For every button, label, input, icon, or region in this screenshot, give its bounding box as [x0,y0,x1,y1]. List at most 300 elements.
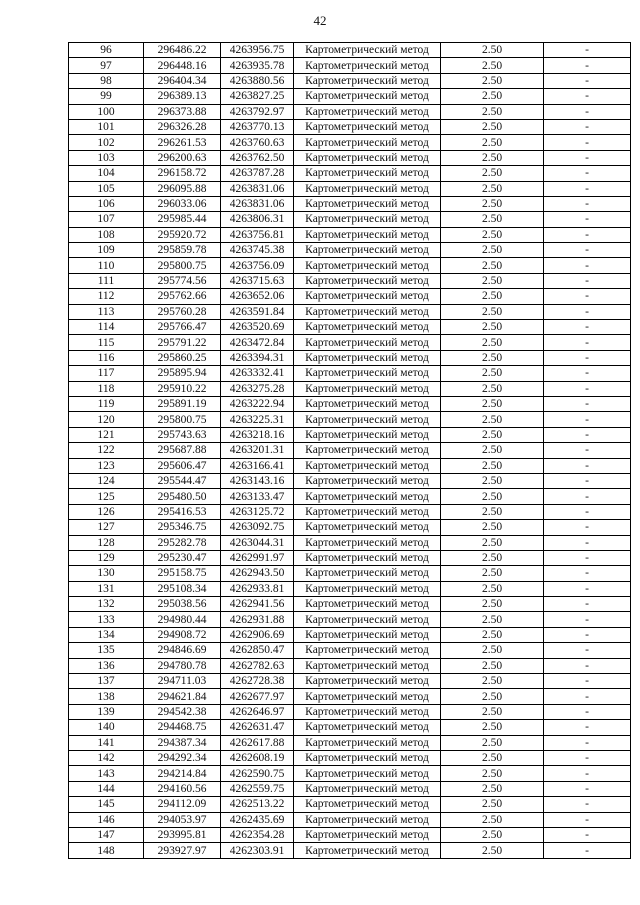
table-row [69,627,631,642]
accuracy-cell: 2.50 [441,658,544,673]
x-coordinate-cell: 296326.28 [144,119,221,134]
y-coordinate-cell: 4263956.75 [221,43,294,58]
method-cell: Картометрический метод [294,166,441,181]
y-coordinate-cell: 4263806.31 [221,212,294,227]
x-coordinate-cell: 295743.63 [144,427,221,442]
point-number-cell: 133 [69,612,144,627]
accuracy-cell: 2.50 [441,843,544,858]
point-number-cell: 114 [69,320,144,335]
x-coordinate-cell: 295859.78 [144,243,221,258]
method-cell: Картометрический метод [294,704,441,719]
description-cell: - [544,612,631,627]
y-coordinate-cell: 4263201.31 [221,443,294,458]
accuracy-cell: 2.50 [441,797,544,812]
description-cell: - [544,227,631,242]
x-coordinate-cell: 296404.34 [144,73,221,88]
x-coordinate-cell: 294980.44 [144,612,221,627]
x-coordinate-cell: 295920.72 [144,227,221,242]
x-coordinate-cell: 294387.34 [144,735,221,750]
description-cell: - [544,566,631,581]
description-cell: - [544,812,631,827]
point-number-cell: 134 [69,627,144,642]
description-cell: - [544,443,631,458]
x-coordinate-cell: 295774.56 [144,273,221,288]
table-row [69,674,631,689]
table-row [69,781,631,796]
accuracy-cell: 2.50 [441,212,544,227]
y-coordinate-cell: 4263756.09 [221,258,294,273]
y-coordinate-cell: 4262991.97 [221,550,294,565]
table-row [69,243,631,258]
point-number-cell: 146 [69,812,144,827]
accuracy-cell: 2.50 [441,766,544,781]
y-coordinate-cell: 4262677.97 [221,689,294,704]
description-cell: - [544,43,631,58]
y-coordinate-cell: 4263787.28 [221,166,294,181]
table-row [69,535,631,550]
method-cell: Картометрический метод [294,504,441,519]
y-coordinate-cell: 4262850.47 [221,643,294,658]
accuracy-cell: 2.50 [441,427,544,442]
point-number-cell: 139 [69,704,144,719]
method-cell: Картометрический метод [294,73,441,88]
accuracy-cell: 2.50 [441,627,544,642]
y-coordinate-cell: 4263133.47 [221,489,294,504]
y-coordinate-cell: 4263332.41 [221,366,294,381]
accuracy-cell: 2.50 [441,289,544,304]
x-coordinate-cell: 293927.97 [144,843,221,858]
method-cell: Картометрический метод [294,366,441,381]
y-coordinate-cell: 4262303.91 [221,843,294,858]
method-cell: Картометрический метод [294,689,441,704]
y-coordinate-cell: 4262631.47 [221,720,294,735]
method-cell: Картометрический метод [294,150,441,165]
description-cell: - [544,781,631,796]
description-cell: - [544,843,631,858]
method-cell: Картометрический метод [294,381,441,396]
x-coordinate-cell: 296448.16 [144,58,221,73]
method-cell: Картометрический метод [294,258,441,273]
page-number: 42 [313,13,327,28]
accuracy-cell: 2.50 [441,535,544,550]
accuracy-cell: 2.50 [441,196,544,211]
description-cell: - [544,581,631,596]
method-cell: Картометрический метод [294,550,441,565]
point-number-cell: 111 [69,273,144,288]
description-cell: - [544,797,631,812]
method-cell: Картометрический метод [294,843,441,858]
table-row [69,43,631,58]
point-number-cell: 108 [69,227,144,242]
table-row [69,89,631,104]
method-cell: Картометрический метод [294,196,441,211]
table-row [69,150,631,165]
method-cell: Картометрический метод [294,658,441,673]
table-row [69,304,631,319]
method-cell: Картометрический метод [294,458,441,473]
accuracy-cell: 2.50 [441,43,544,58]
description-cell: - [544,396,631,411]
y-coordinate-cell: 4263044.31 [221,535,294,550]
method-cell: Картометрический метод [294,58,441,73]
point-number-cell: 129 [69,550,144,565]
y-coordinate-cell: 4263715.63 [221,273,294,288]
table-row [69,812,631,827]
accuracy-cell: 2.50 [441,473,544,488]
table-row [69,489,631,504]
x-coordinate-cell: 295158.75 [144,566,221,581]
accuracy-cell: 2.50 [441,335,544,350]
accuracy-cell: 2.50 [441,704,544,719]
method-cell: Картометрический метод [294,750,441,765]
accuracy-cell: 2.50 [441,504,544,519]
description-cell: - [544,181,631,196]
table-row [69,720,631,735]
y-coordinate-cell: 4263831.06 [221,196,294,211]
y-coordinate-cell: 4262608.19 [221,750,294,765]
accuracy-cell: 2.50 [441,520,544,535]
x-coordinate-cell: 294214.84 [144,766,221,781]
point-number-cell: 138 [69,689,144,704]
y-coordinate-cell: 4263770.13 [221,119,294,134]
table-row [69,581,631,596]
accuracy-cell: 2.50 [441,581,544,596]
x-coordinate-cell: 295985.44 [144,212,221,227]
point-number-cell: 141 [69,735,144,750]
method-cell: Картометрический метод [294,643,441,658]
x-coordinate-cell: 296261.53 [144,135,221,150]
description-cell: - [544,412,631,427]
y-coordinate-cell: 4263092.75 [221,520,294,535]
point-number-cell: 119 [69,396,144,411]
accuracy-cell: 2.50 [441,304,544,319]
accuracy-cell: 2.50 [441,350,544,365]
point-number-cell: 107 [69,212,144,227]
y-coordinate-cell: 4262728.38 [221,674,294,689]
method-cell: Картометрический метод [294,243,441,258]
point-number-cell: 142 [69,750,144,765]
point-number-cell: 99 [69,89,144,104]
method-cell: Картометрический метод [294,535,441,550]
description-cell: - [544,212,631,227]
table-row [69,550,631,565]
x-coordinate-cell: 295791.22 [144,335,221,350]
y-coordinate-cell: 4263218.16 [221,427,294,442]
y-coordinate-cell: 4262933.81 [221,581,294,596]
point-number-cell: 124 [69,473,144,488]
method-cell: Картометрический метод [294,181,441,196]
y-coordinate-cell: 4263222.94 [221,396,294,411]
table-row [69,166,631,181]
description-cell: - [544,273,631,288]
description-cell: - [544,766,631,781]
description-cell: - [544,658,631,673]
accuracy-cell: 2.50 [441,566,544,581]
y-coordinate-cell: 4262931.88 [221,612,294,627]
accuracy-cell: 2.50 [441,489,544,504]
table-row [69,566,631,581]
description-cell: - [544,150,631,165]
method-cell: Картометрический метод [294,320,441,335]
table-row [69,273,631,288]
y-coordinate-cell: 4263166.41 [221,458,294,473]
method-cell: Картометрический метод [294,566,441,581]
point-number-cell: 123 [69,458,144,473]
x-coordinate-cell: 296158.72 [144,166,221,181]
point-number-cell: 147 [69,827,144,842]
x-coordinate-cell: 294846.69 [144,643,221,658]
y-coordinate-cell: 4263827.25 [221,89,294,104]
description-cell: - [544,289,631,304]
table-row [69,258,631,273]
x-coordinate-cell: 295800.75 [144,258,221,273]
accuracy-cell: 2.50 [441,166,544,181]
point-number-cell: 118 [69,381,144,396]
description-cell: - [544,166,631,181]
point-number-cell: 120 [69,412,144,427]
accuracy-cell: 2.50 [441,181,544,196]
x-coordinate-cell: 296486.22 [144,43,221,58]
point-number-cell: 101 [69,119,144,134]
description-cell: - [544,689,631,704]
accuracy-cell: 2.50 [441,381,544,396]
description-cell: - [544,473,631,488]
point-number-cell: 116 [69,350,144,365]
y-coordinate-cell: 4263762.50 [221,150,294,165]
accuracy-cell: 2.50 [441,750,544,765]
point-number-cell: 135 [69,643,144,658]
table-row [69,827,631,842]
table-row [69,104,631,119]
method-cell: Картометрический метод [294,781,441,796]
y-coordinate-cell: 4263225.31 [221,412,294,427]
y-coordinate-cell: 4263394.31 [221,350,294,365]
x-coordinate-cell: 296200.63 [144,150,221,165]
table-row [69,658,631,673]
point-number-cell: 136 [69,658,144,673]
y-coordinate-cell: 4263880.56 [221,73,294,88]
accuracy-cell: 2.50 [441,258,544,273]
method-cell: Картометрический метод [294,427,441,442]
point-number-cell: 105 [69,181,144,196]
y-coordinate-cell: 4263591.84 [221,304,294,319]
method-cell: Картометрический метод [294,104,441,119]
accuracy-cell: 2.50 [441,735,544,750]
description-cell: - [544,304,631,319]
accuracy-cell: 2.50 [441,458,544,473]
y-coordinate-cell: 4263143.16 [221,473,294,488]
description-cell: - [544,643,631,658]
point-number-cell: 117 [69,366,144,381]
accuracy-cell: 2.50 [441,674,544,689]
x-coordinate-cell: 295910.22 [144,381,221,396]
x-coordinate-cell: 295762.66 [144,289,221,304]
table-row [69,735,631,750]
point-number-cell: 144 [69,781,144,796]
method-cell: Картометрический метод [294,489,441,504]
point-number-cell: 130 [69,566,144,581]
table-row [69,689,631,704]
y-coordinate-cell: 4262617.88 [221,735,294,750]
y-coordinate-cell: 4263125.72 [221,504,294,519]
description-cell: - [544,119,631,134]
point-number-cell: 104 [69,166,144,181]
point-number-cell: 128 [69,535,144,550]
accuracy-cell: 2.50 [441,273,544,288]
x-coordinate-cell: 295860.25 [144,350,221,365]
point-number-cell: 132 [69,597,144,612]
description-cell: - [544,335,631,350]
y-coordinate-cell: 4262943.50 [221,566,294,581]
point-number-cell: 143 [69,766,144,781]
point-number-cell: 145 [69,797,144,812]
description-cell: - [544,720,631,735]
accuracy-cell: 2.50 [441,89,544,104]
table-row [69,396,631,411]
table-row [69,227,631,242]
x-coordinate-cell: 294780.78 [144,658,221,673]
description-cell: - [544,735,631,750]
table-row [69,412,631,427]
description-cell: - [544,258,631,273]
y-coordinate-cell: 4262559.75 [221,781,294,796]
point-number-cell: 100 [69,104,144,119]
x-coordinate-cell: 295895.94 [144,366,221,381]
table-row [69,704,631,719]
accuracy-cell: 2.50 [441,119,544,134]
x-coordinate-cell: 295480.50 [144,489,221,504]
method-cell: Картометрический метод [294,797,441,812]
point-number-cell: 115 [69,335,144,350]
description-cell: - [544,104,631,119]
method-cell: Картометрический метод [294,304,441,319]
accuracy-cell: 2.50 [441,135,544,150]
point-number-cell: 109 [69,243,144,258]
x-coordinate-cell: 295891.19 [144,396,221,411]
point-number-cell: 121 [69,427,144,442]
table-row [69,443,631,458]
accuracy-cell: 2.50 [441,781,544,796]
point-number-cell: 106 [69,196,144,211]
y-coordinate-cell: 4263472.84 [221,335,294,350]
method-cell: Картометрический метод [294,812,441,827]
point-number-cell: 131 [69,581,144,596]
x-coordinate-cell: 294160.56 [144,781,221,796]
method-cell: Картометрический метод [294,350,441,365]
table-row [69,119,631,134]
accuracy-cell: 2.50 [441,689,544,704]
method-cell: Картометрический метод [294,43,441,58]
method-cell: Картометрический метод [294,119,441,134]
x-coordinate-cell: 295038.56 [144,597,221,612]
method-cell: Картометрический метод [294,473,441,488]
description-cell: - [544,196,631,211]
table-row [69,58,631,73]
y-coordinate-cell: 4262782.63 [221,658,294,673]
accuracy-cell: 2.50 [441,597,544,612]
point-number-cell: 102 [69,135,144,150]
point-number-cell: 98 [69,73,144,88]
method-cell: Картометрический метод [294,89,441,104]
accuracy-cell: 2.50 [441,366,544,381]
table-row [69,643,631,658]
method-cell: Картометрический метод [294,443,441,458]
table-row [69,750,631,765]
method-cell: Картометрический метод [294,627,441,642]
description-cell: - [544,381,631,396]
accuracy-cell: 2.50 [441,612,544,627]
description-cell: - [544,520,631,535]
method-cell: Картометрический метод [294,212,441,227]
x-coordinate-cell: 294621.84 [144,689,221,704]
method-cell: Картометрический метод [294,289,441,304]
description-cell: - [544,458,631,473]
method-cell: Картометрический метод [294,735,441,750]
accuracy-cell: 2.50 [441,812,544,827]
description-cell: - [544,504,631,519]
x-coordinate-cell: 295230.47 [144,550,221,565]
x-coordinate-cell: 295282.78 [144,535,221,550]
x-coordinate-cell: 295766.47 [144,320,221,335]
description-cell: - [544,827,631,842]
accuracy-cell: 2.50 [441,827,544,842]
table-row [69,196,631,211]
description-cell: - [544,73,631,88]
y-coordinate-cell: 4262354.28 [221,827,294,842]
x-coordinate-cell: 294542.38 [144,704,221,719]
coordinates-table-body [69,43,631,859]
accuracy-cell: 2.50 [441,243,544,258]
description-cell: - [544,366,631,381]
accuracy-cell: 2.50 [441,550,544,565]
accuracy-cell: 2.50 [441,643,544,658]
x-coordinate-cell: 296033.06 [144,196,221,211]
x-coordinate-cell: 294112.09 [144,797,221,812]
description-cell: - [544,135,631,150]
accuracy-cell: 2.50 [441,227,544,242]
y-coordinate-cell: 4263831.06 [221,181,294,196]
y-coordinate-cell: 4263935.78 [221,58,294,73]
method-cell: Картометрический метод [294,674,441,689]
method-cell: Картометрический метод [294,227,441,242]
description-cell: - [544,320,631,335]
accuracy-cell: 2.50 [441,104,544,119]
point-number-cell: 122 [69,443,144,458]
x-coordinate-cell: 293995.81 [144,827,221,842]
method-cell: Картометрический метод [294,135,441,150]
x-coordinate-cell: 294711.03 [144,674,221,689]
table-row [69,612,631,627]
table-row [69,597,631,612]
description-cell: - [544,427,631,442]
accuracy-cell: 2.50 [441,320,544,335]
point-number-cell: 125 [69,489,144,504]
table-row [69,766,631,781]
point-number-cell: 113 [69,304,144,319]
method-cell: Картометрический метод [294,597,441,612]
accuracy-cell: 2.50 [441,443,544,458]
x-coordinate-cell: 295416.53 [144,504,221,519]
table-row [69,320,631,335]
x-coordinate-cell: 294908.72 [144,627,221,642]
y-coordinate-cell: 4263756.81 [221,227,294,242]
point-number-cell: 140 [69,720,144,735]
description-cell: - [544,89,631,104]
x-coordinate-cell: 295800.75 [144,412,221,427]
x-coordinate-cell: 295544.47 [144,473,221,488]
method-cell: Картометрический метод [294,520,441,535]
table-row [69,350,631,365]
